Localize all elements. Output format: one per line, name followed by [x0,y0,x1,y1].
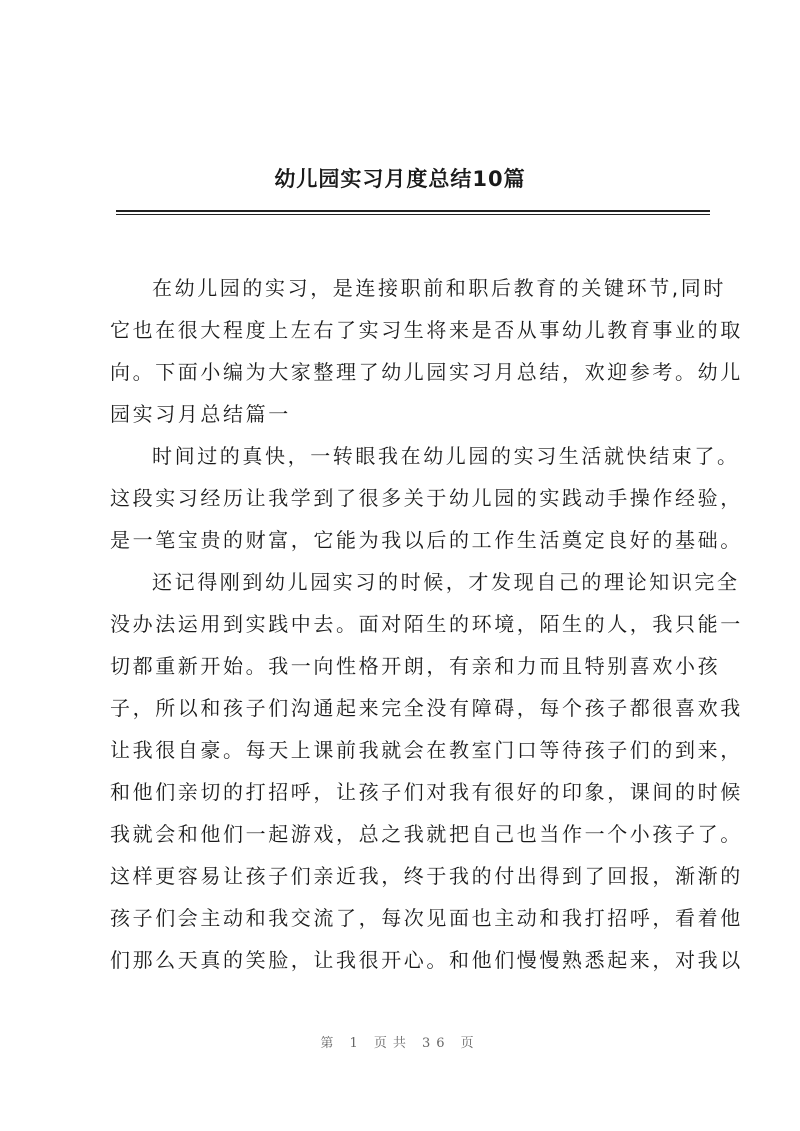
title-underline [116,210,710,212]
body-line: 向。下面小编为大家整理了幼儿园实习月总结，欢迎参考。幼儿 [110,360,743,384]
title-underline-thin [116,214,710,215]
body-line: 还记得刚到幼儿园实习的时候，才发现自己的理论知识完全 [152,570,740,594]
body-line: 园实习月总结篇一 [110,402,291,426]
body-line: 子，所以和孩子们沟通起来完全没有障碍，每个孩子都很喜欢我 [110,696,743,720]
body-line: 我就会和他们一起游戏，总之我就把自己也当作一个小孩子了。 [110,822,743,846]
body-line: 们那么天真的笑脸，让我很开心。和他们慢慢熟悉起来，对我以 [110,948,743,972]
body-line: 没办法运用到实践中去。面对陌生的环境，陌生的人，我只能一 [110,612,743,636]
body-line: 这段实习经历让我学到了很多关于幼儿园的实践动手操作经验， [110,486,743,510]
page-number-footer: 第 1 页共 36 页 [320,1036,480,1051]
body-line: 它也在很大程度上左右了实习生将来是否从事幼儿教育事业的取 [110,318,743,342]
document-body [110,267,743,981]
body-line: 是一笔宝贵的财富，它能为我以后的工作生活奠定良好的基础。 [110,528,743,552]
body-line: 这样更容易让孩子们亲近我，终于我的付出得到了回报，渐渐的 [110,864,743,888]
body-line: 切都重新开始。我一向性格开朗，有亲和力而且特别喜欢小孩 [110,654,721,678]
body-line: 在幼儿园的实习，是连接职前和职后教育的关键环节,同时 [152,276,726,300]
body-line: 孩子们会主动和我交流了，每次见面也主动和我打招呼，看着他 [110,906,743,930]
body-line: 让我很自豪。每天上课前我就会在教室门口等待孩子们的到来， [110,738,743,762]
document-title: 幼儿园实习月度总结10篇 [274,167,526,191]
body-line: 和他们亲切的打招呼，让孩子们对我有很好的印象，课间的时候 [110,780,743,804]
body-line: 时间过的真快，一转眼我在幼儿园的实习生活就快结束了。 [152,444,740,468]
